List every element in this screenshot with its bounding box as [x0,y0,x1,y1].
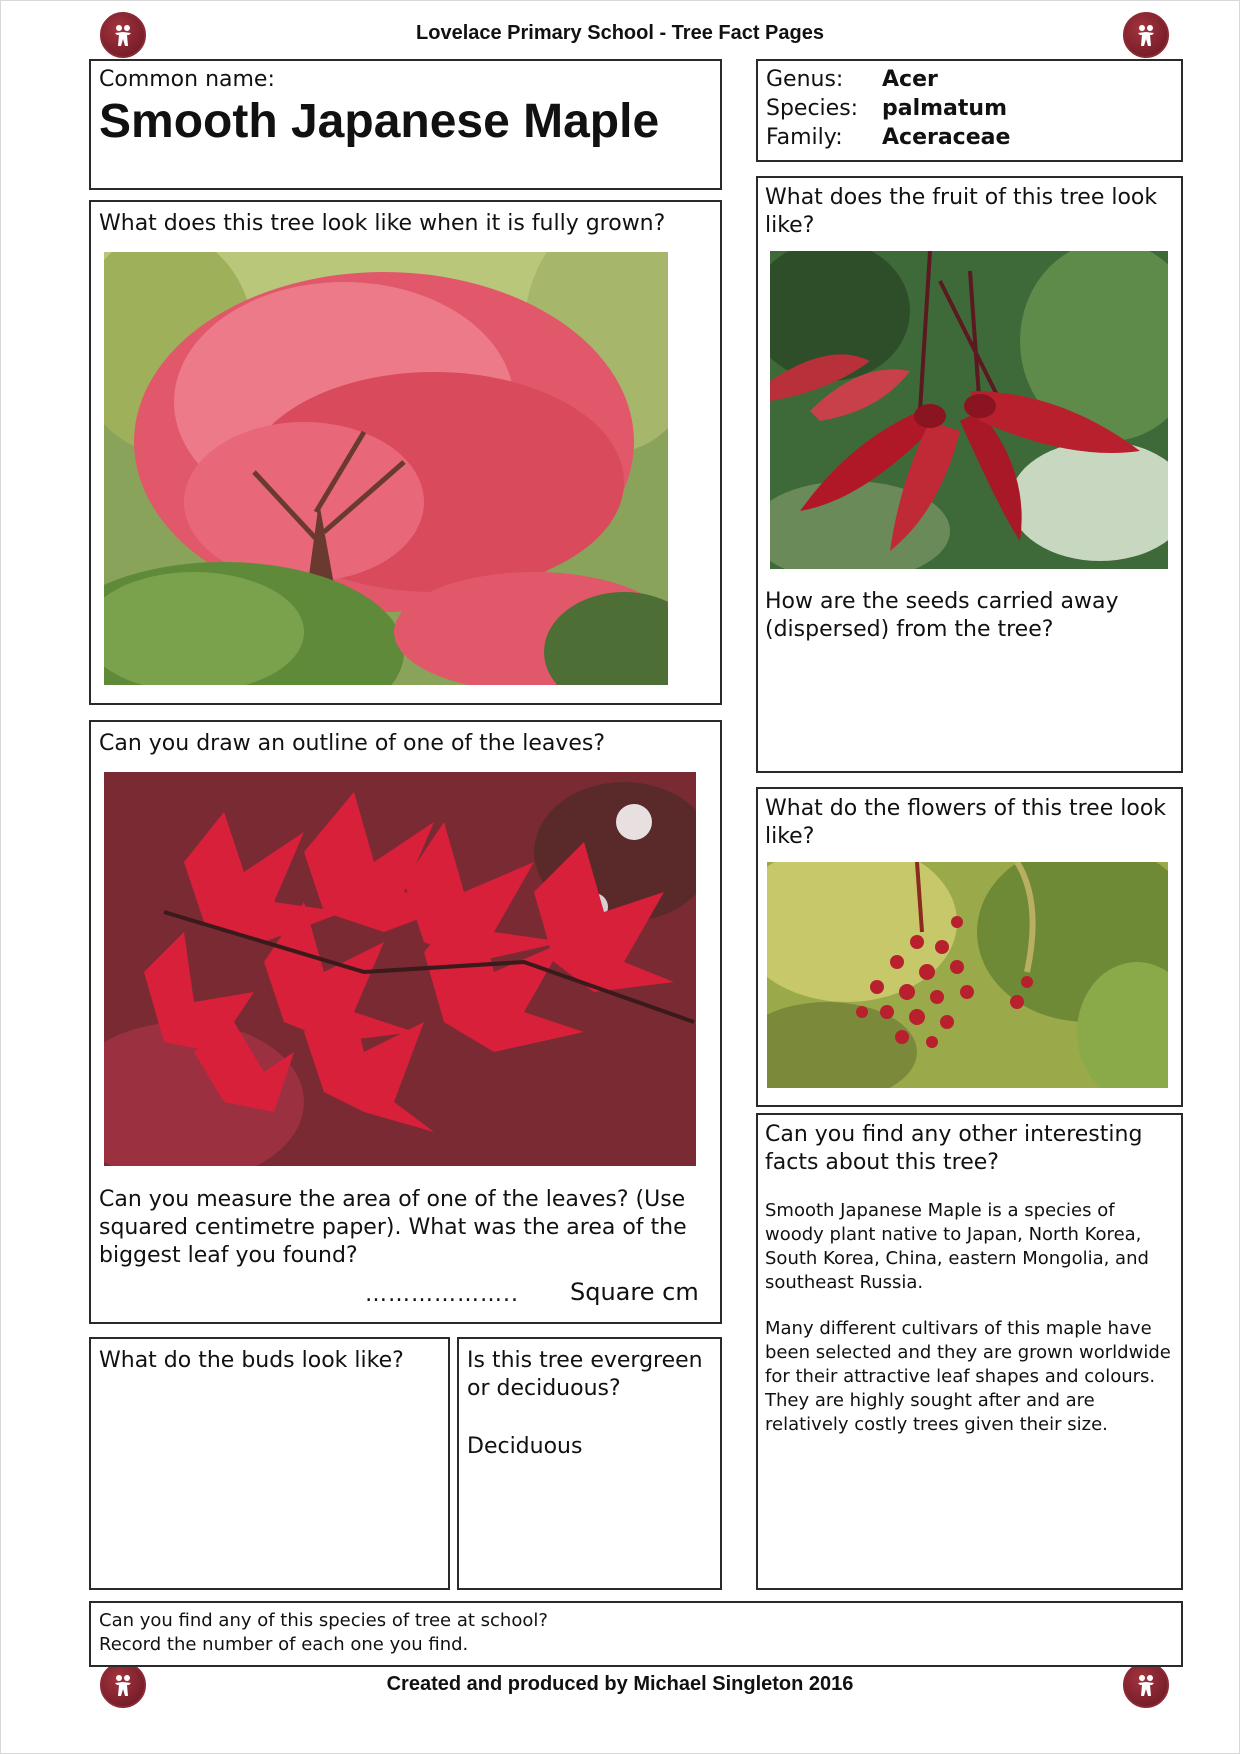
family-row [766,123,1173,152]
common-name-box [89,59,722,190]
grown-question: What does this tree look like when it is fully grown? [99,211,666,236]
area-unit: Square cm [570,1278,699,1306]
seeds-question: How are the seeds carried away (dispersed) from the tree? [765,589,1119,642]
facts-question: Can you find any other interesting facts about this tree? [765,1122,1143,1175]
answer-dots: ……………….. [365,1282,519,1307]
species-value: palmatum [882,96,1008,121]
genus-value: Acer [882,67,938,92]
photo-of-winged-seeds [770,251,1168,569]
flowers-box [756,787,1183,1107]
photo-of-red-maple-tree [104,252,668,685]
header-title: Lovelace Primary School - Tree Fact Pages [416,22,824,44]
fact-paragraph-1: Smooth Japanese Maple is a species of woody plant native to Japan, North Korea, South Korea, China, eastern Mongolia, and southeast Russia. [765,1200,1149,1293]
facts-box [756,1113,1183,1590]
leaf-box [89,720,722,1324]
leaf-outline-question: Can you draw an outline of one of the leaves? [99,731,606,756]
species-label: Species: [766,96,859,121]
family-value: Aceraceae [882,125,1011,150]
buds-question: What do the buds look like? [99,1348,404,1373]
fact-paragraph-2: Many different cultivars of this maple have been selected and they are grown worldwide for their attractive leaf shapes and colours. They are highly sought after and are relatively costly trees given their size. [765,1318,1171,1435]
common-name-label: Common name: [99,67,275,92]
school-count-box [89,1601,1183,1667]
fruit-box [756,176,1183,773]
school-question: Can you find any of this species of tree at school? [99,1610,548,1631]
evergreen-box [457,1337,722,1590]
photo-of-red-maple-leaves [104,772,696,1166]
genus-row [766,65,1173,94]
buds-box [89,1337,450,1590]
school-instruction: Record the number of each one you find. [99,1634,469,1655]
taxonomy-box [756,59,1183,162]
flowers-question: What do the flowers of this tree look like? [765,796,1167,849]
family-label: Family: [766,125,843,150]
genus-label: Genus: [766,67,844,92]
evergreen-question: Is this tree evergreen or deciduous? [467,1348,703,1401]
common-name-value: Smooth Japanese Maple [99,95,660,148]
evergreen-answer: Deciduous [467,1434,583,1459]
grown-tree-box [89,200,722,705]
footer-credit: Created and produced by Michael Singleton 2016 [386,1673,854,1695]
photo-of-red-flowers [767,862,1168,1088]
fruit-question: What does the fruit of this tree look like? [765,185,1158,238]
species-row [766,94,1173,123]
leaf-area-question: Can you measure the area of one of the leaves? (Use squared centimetre paper). What was the area of the biggest leaf you found? [99,1187,687,1268]
